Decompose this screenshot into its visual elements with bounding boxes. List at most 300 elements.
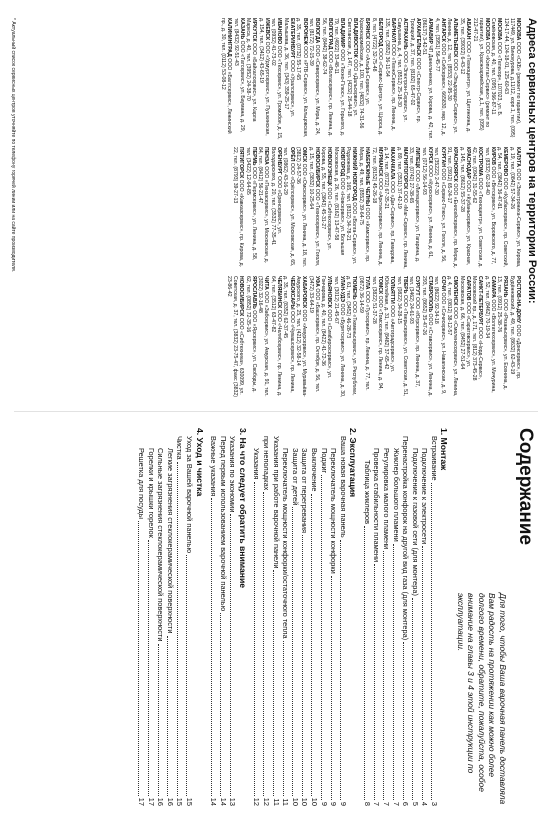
service-center-entry (346, 18, 358, 140)
service-center-details: ООО «Смоленсксервис», ул. Ленина, д. 4, тел. (0812) 38-12-57 (446, 276, 459, 397)
service-center-entry (232, 18, 244, 140)
toc-entry (362, 428, 372, 806)
service-center-city: МУРМАНСК (376, 147, 383, 177)
service-center-details: ООО «ТехноСервис», пр. Ленина, д. 135, тел. (3852) 36-11-54 (383, 18, 396, 131)
toc-leader-dots (158, 644, 159, 796)
service-center-entry (408, 276, 420, 398)
service-center-entry (245, 18, 257, 140)
toc-entry (372, 428, 382, 806)
service-center-city: КАЛУГА (515, 147, 521, 168)
service-center-details: ООО «Сервис-Центр», ул. Щорса, д. 8, тел. (4722) 32-75-48 (370, 18, 384, 136)
service-center-entry (496, 276, 508, 398)
service-center-entry (245, 147, 257, 269)
toc-entry (410, 428, 420, 806)
service-center-entry (321, 18, 333, 140)
toc-entry-label: Уход за Вашей варочной панелью (185, 436, 195, 554)
service-center-details: ООО «Донсервис», пр. Будённовский, д. 49, тел. (8632) 62-43-19 (508, 276, 521, 380)
service-center-details: ООО «Сибсервис», 665830, мкр. 12, д. 4, тел. (3951) 56-45-77 (433, 18, 446, 136)
toc-page-number: 10 (290, 797, 300, 806)
toc-entry-label: Регулировка малого пламени (382, 448, 392, 550)
toc-page-number: 14 (209, 797, 219, 806)
service-center-details: ООО «Тулсервис», пр. Ленина, д. 77, тел. (0872) 36-14-59 (357, 276, 371, 391)
toc-entry-label: при неполадках (262, 436, 271, 491)
service-center-city: КИРОВ (489, 147, 496, 165)
service-center-entry (370, 147, 382, 269)
service-center-details: ООО «Маг-Сервис», пр. Ленина, д. 89, тел. (3511) 37-42-19 (395, 147, 408, 269)
toc-entry (420, 428, 430, 806)
toc-leader-dots (374, 564, 375, 800)
service-center-details: ООО «Техноцентр», ул. Советская, д. 42, тел. (0942) 31-55-62 (471, 147, 484, 268)
service-center-entry (509, 147, 521, 269)
service-centers-column (220, 276, 521, 398)
toc-entry (261, 428, 271, 806)
toc-section-heading: 4. Уход и чистка (194, 428, 205, 497)
service-center-city: ВЛАДИВОСТОК (351, 18, 358, 58)
toc-page-number: 9 (319, 801, 329, 806)
service-center-entry (396, 18, 408, 140)
service-center-details: ООО «Техноцентр», ул. Щетинкина, д. 35, тел. (39022) 6-43-12 (458, 18, 472, 133)
toc-leader-dots (211, 498, 212, 795)
service-center-details: ООО «Рязаньсервис», ул. Есенина, д. 13, тел. (0912) 25-38-76 (496, 276, 509, 390)
service-center-city: РЯЗАНЬ (502, 276, 509, 298)
service-center-details: ООО «Техсервис», ул. Громобоя, д. 15, тел. (0932) 41-73-02 (270, 18, 283, 140)
service-center-details: ООО «Пермсервис», ул. Ленина, д. 58, тел. (3422) 12-64-85 (244, 147, 257, 261)
toc-leader-dots (403, 642, 404, 800)
service-center-details: ООО «Бурятсервис», ул. Ленина, д. 30, тел. (3012) 21-45-67 (332, 276, 345, 398)
service-center-details: ООО «Электроника-Сервис», ул. Кирова, д. 19, тел. (0842) 57-34-26 (508, 147, 521, 268)
toc-entry-label: Указания по экономии (228, 436, 238, 513)
service-center-city: МАГНИТОГОРСК (401, 147, 408, 190)
service-center-entry (232, 147, 244, 269)
service-center-entry (383, 276, 395, 398)
service-center-details: ООО «Байкалсервис», ул. Карла Маркса, д. 40, тел. (3952) 24-38-70 (245, 18, 258, 122)
toc-entry (290, 428, 300, 806)
toc-page-number: 11 (271, 798, 281, 806)
service-center-city: АСТРАХАНЬ (402, 18, 409, 50)
service-center-entry (358, 147, 370, 269)
toc-leader-dots (138, 521, 139, 796)
toc-entry (391, 428, 401, 806)
service-center-details: ООО «Амурсервис», ул. Муравьёва-Амурского, д. 25, тел. (4212) 32-58-14 (295, 276, 308, 397)
service-center-city: НАБЕРЕЖНЫЕ ЧЕЛНЫ (364, 147, 371, 207)
service-center-city: НИЖНИЙ НОВГОРОД (351, 147, 358, 201)
service-center-entry (383, 18, 395, 140)
service-center-city: КЕМЕРОВО (502, 147, 509, 177)
toc-page-number: 16 (156, 797, 166, 806)
toc-page-number: 17 (137, 797, 147, 806)
service-center-entry (308, 18, 320, 140)
service-center-entry (496, 147, 508, 269)
service-center-city: ОМСК (301, 147, 308, 163)
service-center-entry (459, 18, 471, 140)
toc-entry-label: Важные указания (209, 436, 219, 497)
toc-leader-dots (383, 551, 384, 800)
toc-section (362, 428, 449, 806)
service-center-details: ООО «СКБ» (ремонт по гарантии), 117449, ул. Винокурова, д.11/12, корп.1, тел. (095) 124-17-44, 124-18-01, 125-60-63 (502, 18, 521, 138)
toc-entry-label: Подключение к электросети (420, 448, 430, 545)
toc-entry-label: Решетка для посуды (137, 448, 147, 520)
toc-entry (184, 428, 194, 806)
service-center-details: ООО «Челябсервис», пр. Ленина, д. 64, тел. (3512) 63-47-82 (269, 276, 283, 397)
toc-entry (401, 428, 411, 806)
toc-section (209, 428, 248, 806)
service-center-entry (345, 276, 357, 398)
service-center-entry (471, 18, 489, 140)
service-center-entry (358, 18, 370, 140)
toc-entry (271, 428, 281, 806)
service-center-city: ОРЕНБУРГ (276, 147, 283, 175)
toc-page-number: 9 (329, 801, 339, 806)
service-center-entry (396, 147, 408, 269)
toc-entry-label: Указания (252, 448, 262, 480)
service-center-city: КУРГАН (439, 147, 446, 167)
service-center-details: ООО «Балтсервис», Ленинский пр., д. 30, тел. (0112) 53-08-12 (220, 18, 233, 134)
toc-entry (338, 428, 348, 806)
toc-entry (218, 428, 228, 806)
toc-section (136, 428, 204, 806)
toc-page-number: 10 (309, 797, 319, 806)
service-center-entry (408, 147, 420, 269)
service-center-details: ООО «Автоградсервис», ул. Юбилейная, д. 31, тел. (8482) 37-65-42 (383, 276, 396, 373)
toc-leader-dots (292, 507, 293, 795)
service-center-city: ВЛАДИМИР (339, 18, 346, 48)
service-center-entry (270, 18, 282, 140)
service-center-details: ООО «Телекор», 107023, ул. Б. Семёновская, д. 40, тел. (095) 366-87-11 (490, 18, 503, 117)
service-center-city: ВОЛГОГРАД (326, 18, 333, 50)
toc-entry-label: Защита от перегревания (300, 448, 310, 534)
service-center-entry (446, 276, 458, 398)
service-center-entry (459, 276, 471, 398)
service-center-details: ООО «Орёлсервис», ул. Московская, д. 65, тел. (0862) 43-16-29 (282, 147, 295, 267)
service-center-details: ООО «Волгасервис», пр. Ленина, д. 56, тел. (8442) 38-62-74 (320, 18, 333, 137)
service-center-city: КРАСНОДАР (464, 147, 471, 179)
service-center-details: ООО «Кубаньсервис», ул. Красная, д. 145, тел. (8612) 55-37-28 (458, 147, 471, 266)
service-center-details: ООО «Тверьсервис», ул. Советская, д. 51, тел. (0822) 34-28-15 (395, 276, 408, 397)
toc-leader-dots (283, 641, 284, 797)
toc-entry-label: Подключение к газовой сети (для монтера) (410, 448, 420, 596)
service-center-entry (295, 147, 307, 269)
toc-entry (300, 428, 310, 806)
service-center-details: ООО «Саратовсервис», ул. Московская, д. 66, тел. (8452) 27-51-64 (458, 276, 471, 370)
service-center-entry (320, 276, 332, 398)
service-center-details: ООО «Вятсервис», ул. Воровского, д. 77, тел. (8332) 62-18-40 (483, 147, 496, 265)
toc-leader-dots (177, 462, 178, 796)
toc-entry-label: Переключатель мощности конфорки (329, 448, 339, 574)
service-center-entry (459, 147, 471, 269)
service-center-entry (333, 18, 345, 140)
service-center-entry (446, 18, 458, 140)
service-center-city: ХАБАРОВСК (301, 276, 308, 309)
service-center-city: ПЕНЗА (263, 147, 270, 165)
service-center-entry (434, 18, 446, 140)
service-center-entry (471, 147, 483, 269)
service-center-details: ООО «Уралсервис», ул. Малышева, д. 36, тел. (343) 359-25-17 (282, 18, 295, 118)
service-center-city: ТУЛА (364, 276, 371, 290)
service-center-entry (245, 276, 257, 398)
toc-entry (429, 428, 439, 806)
contents-panel (0, 412, 552, 824)
service-center-city: ЧЕЛЯБИНСК (276, 276, 283, 309)
toc-entry (228, 428, 238, 806)
service-center-entry (421, 147, 433, 269)
toc-entry (156, 428, 166, 806)
service-center-city: КАЗАНЬ (238, 18, 245, 40)
service-center-entry (484, 147, 496, 269)
toc-entry (319, 428, 329, 806)
toc-entry-label: Переключатель мощности конфорки/остаточного тепла (281, 448, 291, 639)
service-centers-columns (220, 18, 521, 398)
service-center-city: НОВОСИБИРСК (313, 147, 320, 188)
service-center-city: ТЮМЕНЬ (351, 276, 358, 300)
toc-page-number: 17 (146, 797, 156, 806)
service-center-details: ООО «Ставсервис», ул. Ленина, д. 293, тел. (8652) 35-47-26 (420, 276, 433, 397)
toc-page-number: 15 (175, 797, 185, 806)
service-center-details: ООО «Новсервис», ул. Большая Московская, д. 26, тел. (8162) 13-47-58 (332, 147, 345, 256)
toc-page-number: 12 (262, 797, 271, 806)
service-center-details: ООО «Липецксервис», ул. Гагарина, д. 33, тел. (0742) 27-38-65 (408, 147, 421, 263)
service-center-city: КРАСНОЯРСК (452, 147, 459, 182)
service-center-city: ЯРОСЛАВЛЬ (250, 276, 257, 309)
service-center-city: КОСТРОМА (477, 147, 484, 177)
toc-page-number: 7 (391, 801, 401, 806)
toc-entry-label: Сильные загрязнения стеклокерамической поверхности (156, 448, 166, 642)
toc-leader-dots (302, 535, 303, 796)
service-center-entry (308, 276, 320, 398)
service-center-details: ООО «Эльдорадо-Сервис», ул. Ленина, д. 12, тел. (8553) 22-95-30 (446, 18, 459, 134)
toc-entry-label: Чистка (175, 436, 185, 460)
service-center-details: ООО «Сибтехсервис», ул. Кирова, д. 55, тел. (3843) 45-31-27 (320, 147, 333, 250)
service-center-city: КУРСК (426, 147, 433, 164)
service-center-city: ПЕРМЬ (250, 147, 257, 166)
service-center-city: БАРНАУЛ (389, 18, 396, 43)
toc-entry-label: Указания при работе варочной панели (271, 436, 281, 569)
service-center-details: ООО «Башсервис», пр. Октября, д. 56, тел. (3472) 33-64-19 (307, 276, 320, 393)
service-center-details: ООО «Арктиксервис», пр. Ленина, д. 72, тел. (8152) 45-26-18 (370, 147, 383, 266)
service-center-city: УЛЬЯНОВСК (326, 276, 333, 308)
service-center-details: ООО «Камсервис», пр. Мира, д. 49, тел. (8552) 39-64-75 (357, 147, 371, 263)
toc-entry (252, 428, 262, 806)
service-center-entry (358, 276, 370, 398)
service-center-city: ОРЁЛ (288, 147, 295, 162)
toc-entry-label: Встраивание (430, 436, 439, 481)
service-centers-column (220, 147, 521, 269)
service-center-entry (471, 276, 483, 398)
service-center-details: ООО «Волгатехсервис», ул. Мичурина, д. 52, тел. (8462) 70-19-34 (483, 276, 496, 393)
service-center-details: ООО «Северсервис», ул. Мира, д. 24, тел. (8172) 72-15-39 (308, 18, 321, 136)
service-center-city: АРХАНГЕЛЬСК (414, 18, 421, 57)
service-center-details: ООО «Енисейсервис», пр. Мира, д. 91, тел. (3912) 65-24-17 (446, 147, 459, 268)
toc-leader-dots (148, 540, 149, 796)
service-center-details: ООО «Техносервис», ул. Гоголя, д. 15, тел. (3832) 10-25-64 (307, 147, 320, 267)
toc-page-number: 15 (185, 797, 195, 806)
toc-page-number: 5 (410, 801, 420, 806)
service-center-entry (308, 147, 320, 269)
service-center-entry (490, 18, 502, 140)
service-center-details: ООО «Омсксервис», ул. Ленина, д. 18, тел. (3812) 24-57-36 (295, 147, 308, 268)
toc-page-number: 16 (165, 797, 175, 806)
service-center-entry (270, 276, 282, 398)
service-center-entry (226, 276, 244, 398)
toc-entry (381, 428, 391, 806)
service-center-entry (333, 276, 345, 398)
service-centers-title: Адреса сервисных центров на территории России: (526, 18, 538, 304)
toc-page-number: 10 (300, 797, 310, 806)
toc-entry (146, 428, 156, 806)
service-center-details: ООО «Сочисервис», ул. Навагинская, д. 9, тел. (8622) 92-34-18 (433, 276, 446, 395)
service-center-details: ООО «Тюменьсервис», ул. Республики, д. 61, тел. (3452) 46-28-73 (345, 276, 358, 396)
service-center-city: МОСКВА (515, 18, 521, 41)
service-center-details: ООО «Ярсервис», ул. Свободы, д. 62, тел. (0852) 72-35-16 (244, 276, 257, 393)
toc-section-heading: 2. Эксплуатация (348, 428, 359, 498)
service-center-city: САМАРА (489, 276, 496, 298)
service-center-city: СУРГУТ (414, 276, 421, 296)
service-center-city: ТВЕРЬ (401, 276, 408, 294)
toc-entry-label: Проверка стабильности пламени (372, 448, 382, 563)
toc-entry (136, 428, 146, 806)
service-center-entry (320, 147, 332, 269)
toc-page-number: 3 (430, 801, 439, 806)
service-centers-column (220, 18, 521, 140)
service-center-details: ООО «Оренсервис», ул. Володарского, д. 20, тел. (3532) 77-35-41 (269, 147, 283, 246)
service-center-details: ООО «Удмуртсервис», ул. Пушкинская, д. 154, тел. (3412) 43-65-19 (257, 18, 270, 136)
service-center-details: ООО «Техно-Плюс», ул. Горького, д. 79, тел. (4922) 33-48-11 (333, 18, 346, 137)
service-center-city: ТОМСК (376, 276, 383, 295)
service-center-details: ООО «РТВ-Сервис», ул. Кольцовская, д. 35, тел. (0732) 55-17-65 (295, 18, 308, 138)
service-center-city: МОСКВА (496, 18, 503, 41)
service-center-entry (295, 18, 307, 140)
service-center-details: ЧП Данильченко, ул. Кирова, д. 42, тел. (86137) 3-42-51 (421, 18, 434, 140)
service-center-entry (345, 147, 357, 269)
service-center-details: ООО «Волга-Сервис», ул. Родионова, д. 165, тел. (8312) 34-78-21 (345, 147, 358, 265)
toc-leader-dots (167, 636, 168, 796)
service-center-city: ВОРОНЕЖ (301, 18, 308, 45)
service-center-details: ООО «Пензасервис», ул. Московская, д. 84, тел. (8412) 56-21-47 (257, 147, 270, 264)
service-center-city: ЧЕБОКСАРЫ (288, 276, 295, 310)
service-center-entry (270, 147, 282, 269)
service-center-details: ООО «Норд-Сервис», Московский пр., д. 171, тел. (812) 373-45-28 (471, 276, 484, 381)
service-center-details: ООО «Даг-Сервис», пр. Гамидова, д. 14, тел. (8722) 67-35-21 (383, 147, 396, 264)
toc-entry-label: Горелки и крышки горелок (146, 448, 156, 538)
toc-entry-label: Перед первым использованием варочной панелью (218, 436, 228, 612)
service-center-entry (396, 276, 408, 398)
service-center-details: ООО «Югрсервис», пр. Ленина, д. 37, тел. (3462) 24-61-93 (408, 276, 421, 388)
service-center-city: АЛЬМЕТЬЕВСК (452, 18, 459, 58)
service-center-details: ООО «Сибтехника», 630099, ул. Советская, д. 37, тел. (3832) 23-75-47, факс (3832) 23-86-42 (226, 276, 245, 397)
service-center-details: ООО «Татсервис», ул. Баумана, д. 29, тел. (8432) 92-51-43 (232, 18, 245, 133)
service-center-details: ООО «Курсксервис», ул. Ленина, д. 61, тел. (0712) 56-14-93 (420, 147, 433, 259)
footnote: * Актуальный список сервисных центров уточняйте по телефону горячей линии или на сайте производителя. (10, 18, 16, 273)
toc-entry (329, 428, 339, 806)
toc-leader-dots (254, 482, 255, 796)
toc-page-number: 6 (401, 801, 411, 806)
service-center-city: БЕЛГОРОД (377, 18, 384, 47)
service-center-details: ООО «Дальсервис», ул. Светланская, д. 147, тел. (4232) 26-44-18 (345, 18, 358, 117)
service-center-city: НОВОСИБИРСК (238, 276, 245, 317)
toc-leader-dots (340, 540, 341, 800)
toc-page-number: 13 (228, 797, 238, 806)
toc-entry (175, 428, 185, 806)
service-center-details: ООО «Альфа-Сервис», ул. Красноармейская, д. 100, тел. (4832) 74-31-56 (358, 18, 371, 129)
service-center-city: НОВГОРОД (338, 147, 345, 177)
service-center-entry (257, 276, 269, 398)
service-center-city: КАЛИНИНГРАД (226, 18, 233, 57)
service-center-entry (282, 276, 294, 398)
service-center-details: ООО «Спектр-Сервис», пр. Троицкий, д. 37, тел. (8182) 65-47-02 (408, 18, 421, 123)
service-center-city: ВОЛОГДА (314, 18, 321, 44)
service-center-city: МОСКВА (483, 18, 490, 41)
service-center-city: ЕКАТЕРИНБУРГ (288, 18, 295, 59)
toc-leader-dots (431, 483, 432, 800)
toc-leader-dots (331, 576, 332, 800)
toc-leader-dots (393, 544, 394, 800)
service-center-entry (370, 276, 382, 398)
service-center-city: ТОЛЬЯТТИ (389, 276, 396, 304)
toc-page-number: 7 (372, 801, 382, 806)
toc-leader-dots (230, 514, 231, 795)
service-center-city: ПЯТИГОРСК (238, 147, 245, 179)
service-center-city: АРМАВИР (427, 18, 434, 44)
service-center-details: ООО «Кузбассервис», пр. Советский, д. 54, тел. (3842) 36-47-81 (496, 147, 509, 267)
toc-page-number: 7 (382, 801, 392, 806)
service-center-city: УФА (313, 276, 320, 287)
service-center-city: ИЖЕВСК (263, 18, 270, 41)
toc-entry-label: Выключение (309, 448, 319, 492)
service-center-entry (433, 276, 445, 398)
service-center-city: СТАВРОПОЛЬ (426, 276, 433, 313)
service-center-details: ООО «Кавказсервис», пр. Кирова, д. 22, тел. (8793) 39-27-13 (232, 147, 245, 268)
service-center-entry (220, 18, 232, 140)
toc-entry-label: Таблица жиклеров (362, 460, 372, 524)
toc-entry (209, 428, 219, 806)
toc-leader-dots (321, 475, 322, 800)
service-center-city: БРЯНСК (364, 18, 371, 40)
toc-page-number: 9 (338, 801, 348, 806)
service-center-entry (503, 18, 521, 140)
contents-intro: Для того, чтобы Ваша варочная панель доставляла Вам радость на протяжении как можно более долгого времени, обратите, пожалуйста, особое внимание на главы 3 и 4 этой инструкции по эксплуатации. (456, 593, 508, 805)
contents-title: Содержание (515, 428, 536, 546)
toc-entry (165, 428, 175, 806)
toc-entry-label: Жиклер большого пламени (391, 448, 401, 542)
service-center-entry (409, 18, 421, 140)
toc-page-number: 4 (420, 801, 430, 806)
toc-entry-label: Ваша новая варочная панель (338, 436, 348, 538)
toc-page-number: 14 (218, 797, 228, 806)
toc-section-heading: 1. Монтаж (439, 428, 450, 471)
service-center-city: ЛИПЕЦК (414, 147, 421, 169)
toc-leader-dots (364, 526, 365, 800)
service-center-city: САРАТОВ (464, 276, 471, 301)
service-center-city: СМОЛЕНСК (452, 276, 459, 306)
service-center-city: АНГАРСК (439, 18, 446, 42)
toc-leader-dots (273, 570, 274, 796)
toc-entry-label: Поджиг (319, 448, 329, 474)
service-center-city: СОЧИ (439, 276, 446, 291)
toc-section (252, 428, 358, 806)
service-center-entry (295, 276, 307, 398)
toc-leader-dots (186, 555, 187, 796)
service-center-entry (257, 147, 269, 269)
toc-page-number: 12 (252, 797, 262, 806)
service-center-details: ООО «Чувашсервис», пр. Ленина, д. 35, тел. (8352) 62-37-45 (282, 276, 295, 393)
service-center-city: САНКТ-ПЕТЕРБУРГ (477, 276, 484, 326)
service-center-city: НОВОКУЗНЕЦК (326, 147, 333, 187)
toc-leader-dots (263, 492, 264, 795)
toc-entry-label: Легкие загрязнения стеклокерамической поверхности (165, 448, 175, 634)
service-center-entry (421, 276, 433, 398)
toc-leader-dots (412, 598, 413, 800)
service-center-entry (484, 276, 496, 398)
toc-leader-dots (311, 494, 312, 796)
